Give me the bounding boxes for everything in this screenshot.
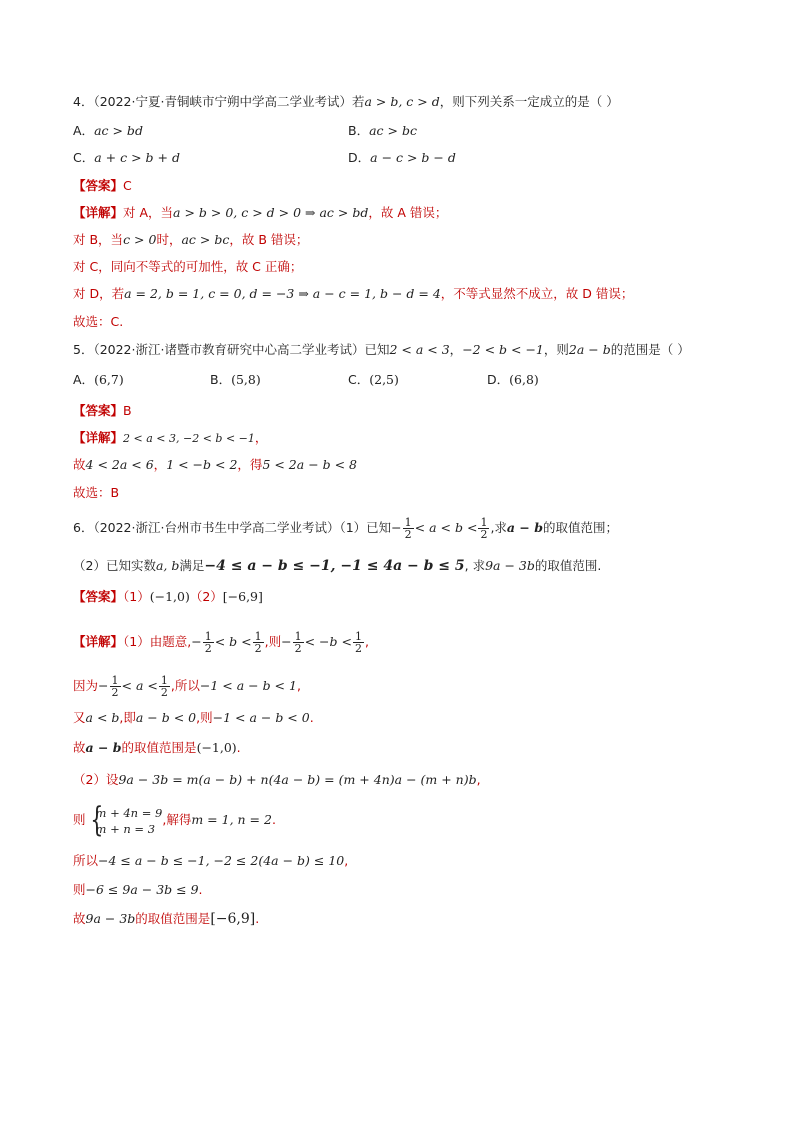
choose-value: B xyxy=(110,485,120,500)
choose-value: C. xyxy=(110,314,124,329)
stem-text: ， xyxy=(449,342,463,357)
stem-math: 2 < a < 3 xyxy=(389,342,450,357)
detail-math: ac > bc xyxy=(181,232,230,247)
stem-math: a, b xyxy=(155,558,180,573)
fraction-denominator: 2 xyxy=(480,528,488,541)
detail-text: . xyxy=(255,911,260,926)
detail-text: ，故 B 错误； xyxy=(229,232,309,247)
detail-text: 的取值范围是 xyxy=(121,740,197,755)
option-text: a + c > b + d xyxy=(94,150,180,165)
detail-math: < a < xyxy=(121,678,158,693)
detail-math: [−6,9] xyxy=(210,911,256,927)
detail-math: m = 1, n = 2 xyxy=(191,812,272,827)
fraction-numerator: 1 xyxy=(294,630,302,643)
fraction-denominator: 2 xyxy=(404,528,412,541)
q4-option-a[interactable] xyxy=(73,122,143,140)
fraction xyxy=(403,517,414,540)
fraction-denominator: 2 xyxy=(204,642,212,655)
fraction-denominator: 2 xyxy=(160,686,168,699)
detail-text: （1）由题意, xyxy=(123,634,192,649)
option-label: B． xyxy=(210,372,232,387)
fraction-numerator: 1 xyxy=(111,674,119,687)
fraction-denominator: 2 xyxy=(294,642,302,655)
detail-text: 所以 xyxy=(73,853,99,868)
detail-math: (−1,0) xyxy=(196,740,237,755)
answer-tag: 【答案】 xyxy=(73,403,124,418)
detail-math: −4 ≤ a − b ≤ −1, −2 ≤ 2(4a − b) ≤ 10 xyxy=(98,853,345,868)
q4-stem-math: a > b, c > d xyxy=(364,94,440,109)
option-label: C． xyxy=(73,150,95,165)
q4-option-d[interactable] xyxy=(348,149,456,167)
q4-option-c[interactable] xyxy=(73,149,180,167)
detail-text: . xyxy=(271,812,276,827)
fraction-numerator: 1 xyxy=(254,630,262,643)
detail-math: a < b xyxy=(85,710,120,725)
detail-text: ，故 A 错误； xyxy=(368,205,448,220)
detail-tag: 【详解】 xyxy=(73,430,124,445)
q6-detail-4 xyxy=(73,739,241,757)
detail-text: 则 xyxy=(73,812,86,827)
q6-stem-prefix: 6．（2022·浙江·台州市书生中学高二学业考试）（1）已知 xyxy=(73,520,392,535)
option-label: B． xyxy=(348,123,370,138)
option-text: ac > bd xyxy=(94,123,143,138)
q5-choose xyxy=(73,484,119,502)
detail-math: −1 < a − b < 1 xyxy=(199,678,297,693)
detail-text: ,则 xyxy=(196,710,213,725)
detail-text: 对 C，同向不等式的可加性，故 C 正确； xyxy=(73,259,303,274)
detail-math: 9a − 3b = m(a − b) + n(4a − b) = (m + 4n)a − (m + n)b xyxy=(118,772,477,787)
equation-system xyxy=(86,799,163,840)
detail-math: −1 < a − b < 0 xyxy=(212,710,310,725)
detail-text: ,即 xyxy=(119,710,136,725)
stem-math: −4 ≤ a − b ≤ −1, −1 ≤ 4a − b ≤ 5 xyxy=(204,558,465,574)
fraction xyxy=(293,631,304,654)
detail-math: a − b < 0 xyxy=(135,710,197,725)
q5-detail-2 xyxy=(73,456,357,474)
fraction-numerator: 1 xyxy=(204,630,212,643)
q5-stem xyxy=(73,341,690,359)
detail-text: 故 xyxy=(73,457,86,472)
detail-text: . xyxy=(198,882,203,897)
detail-tag: 【详解】 xyxy=(73,634,124,649)
answer-value: B xyxy=(123,403,132,418)
detail-math: − xyxy=(281,634,292,649)
answer-tag: 【答案】 xyxy=(73,178,124,193)
stem-text: 的范围是（ ） xyxy=(610,342,690,357)
answer-value: C xyxy=(123,178,132,193)
detail-text: ,解得 xyxy=(162,812,192,827)
detail-text: , xyxy=(364,634,369,649)
q5-option-c[interactable] xyxy=(348,371,399,389)
detail-text: ， xyxy=(254,430,268,445)
detail-text: ,则 xyxy=(264,634,282,649)
q4-detail-1 xyxy=(73,204,447,222)
stem-math: 9a − 3b xyxy=(485,558,535,573)
stem-text: 的取值范围. xyxy=(534,558,602,573)
q6-detail-9 xyxy=(73,910,259,928)
stem-math: 2a − b xyxy=(568,342,611,357)
stem-text: , 求 xyxy=(464,558,486,573)
brace-icon: { xyxy=(89,799,103,840)
detail-math: − xyxy=(191,634,202,649)
detail-math: a − b xyxy=(85,740,122,755)
detail-math: 5 < 2a − b < 8 xyxy=(262,457,358,472)
detail-math: − xyxy=(98,678,109,693)
option-label: A． xyxy=(73,123,95,138)
option-text: (2,5) xyxy=(369,372,399,387)
q5-stem-prefix: 5．（2022·浙江·诸暨市教育研究中心高二学业考试）已知 xyxy=(73,342,390,357)
detail-math: a > b > 0, c > d > 0 ⇒ ac > bd xyxy=(173,205,369,220)
q4-detail-3 xyxy=(73,258,302,276)
system-equation: m + n = 3 xyxy=(95,821,156,836)
q4-detail-2 xyxy=(73,231,308,249)
detail-text: 对 B，当 xyxy=(73,232,124,247)
q5-detail-1 xyxy=(73,429,267,448)
q6-detail-3 xyxy=(73,709,314,727)
q4-stem xyxy=(73,93,619,111)
q6-detail-1 xyxy=(73,628,369,656)
detail-text: 又 xyxy=(73,710,86,725)
q6-detail-6 xyxy=(73,799,276,840)
stem-math: −2 < b < −1 xyxy=(462,342,544,357)
q6-detail-7 xyxy=(73,852,348,870)
fraction xyxy=(253,631,264,654)
answer-tag: 【答案】 xyxy=(73,589,124,604)
detail-text: . xyxy=(309,710,314,725)
fraction xyxy=(478,517,489,540)
q5-answer xyxy=(73,402,132,420)
fraction-denominator: 2 xyxy=(354,642,362,655)
fraction-denominator: 2 xyxy=(254,642,262,655)
q4-stem-prefix: 4．（2022·宁夏·青铜峡市宁朔中学高二学业考试）若 xyxy=(73,94,365,109)
detail-text: 对 D，若 xyxy=(73,286,125,301)
choose-prefix: 故选： xyxy=(73,314,111,329)
q6-detail-2 xyxy=(73,672,301,700)
detail-text: ， xyxy=(153,457,167,472)
answer-part: （1） xyxy=(123,589,150,604)
option-label: C． xyxy=(348,372,370,387)
detail-math: 2 < a < 3, −2 < b < −1 xyxy=(123,432,255,445)
option-text: (6,7) xyxy=(94,372,124,387)
answer-value: (−1,0) xyxy=(149,589,190,604)
q6-detail-5 xyxy=(73,771,481,789)
detail-tag: 【详解】 xyxy=(73,205,124,220)
detail-math: 9a − 3b xyxy=(85,911,136,926)
fraction-numerator: 1 xyxy=(404,516,412,529)
q6-answer xyxy=(73,588,263,606)
detail-math: < −b < xyxy=(304,634,352,649)
stem-text: （2）已知实数 xyxy=(73,558,156,573)
q4-detail-4 xyxy=(73,285,633,303)
detail-text: （2）设 xyxy=(73,772,119,787)
q4-answer xyxy=(73,177,132,195)
fraction xyxy=(353,631,364,654)
detail-text: 故 xyxy=(73,911,86,926)
detail-text: ，得 xyxy=(237,457,263,472)
detail-text: 时， xyxy=(156,232,182,247)
stem-math: a − b xyxy=(506,520,543,535)
q6-stem-2 xyxy=(73,557,601,575)
q4-stem-suffix: ，则下列关系一定成立的是（ ） xyxy=(439,94,619,109)
q5-option-b[interactable] xyxy=(210,371,261,389)
stem-math: − xyxy=(391,520,402,535)
option-text: (5,8) xyxy=(231,372,261,387)
stem-text: 满足 xyxy=(179,558,205,573)
option-text: a − c > b − d xyxy=(370,150,456,165)
fraction-numerator: 1 xyxy=(160,674,168,687)
detail-math: 1 < −b < 2 xyxy=(166,457,238,472)
answer-part: （2） xyxy=(189,589,223,604)
detail-text: . xyxy=(236,740,241,755)
option-text: ac > bc xyxy=(369,123,417,138)
detail-math: c > 0 xyxy=(123,232,157,247)
stem-text: ，则 xyxy=(543,342,569,357)
detail-text: , xyxy=(296,678,301,693)
system-equation: m + 4n = 9 xyxy=(95,805,163,820)
detail-text: , xyxy=(476,772,481,787)
option-text: (6,8) xyxy=(509,372,539,387)
q4-choose xyxy=(73,313,123,331)
detail-text: , xyxy=(344,853,349,868)
detail-text: 故 xyxy=(73,740,86,755)
q6-detail-8 xyxy=(73,881,203,899)
q5-option-d[interactable] xyxy=(487,371,539,389)
fraction-numerator: 1 xyxy=(480,516,488,529)
fraction xyxy=(159,675,170,698)
detail-math: 4 < 2a < 6 xyxy=(85,457,154,472)
q4-option-b[interactable] xyxy=(348,122,417,140)
fraction-numerator: 1 xyxy=(354,630,362,643)
detail-math: −6 ≤ 9a − 3b ≤ 9 xyxy=(85,882,199,897)
option-label: D． xyxy=(348,150,371,165)
stem-text: ,求 xyxy=(490,520,507,535)
stem-text: 的取值范围； xyxy=(542,520,618,535)
q6-stem xyxy=(73,514,618,542)
choose-prefix: 故选： xyxy=(73,485,111,500)
fraction-denominator: 2 xyxy=(111,686,119,699)
fraction xyxy=(203,631,214,654)
detail-math: < b < xyxy=(214,634,252,649)
fraction xyxy=(110,675,121,698)
detail-text: ,所以 xyxy=(170,678,200,693)
detail-text: 则 xyxy=(73,882,86,897)
option-label: D． xyxy=(487,372,510,387)
stem-math: < a < b < xyxy=(414,520,478,535)
detail-text: 的取值范围是 xyxy=(135,911,211,926)
option-label: A． xyxy=(73,372,95,387)
detail-text: ，不等式显然不成立，故 D 错误； xyxy=(440,286,634,301)
detail-math: a = 2, b = 1, c = 0, d = −3 ⇒ a − c = 1, b − d = 4 xyxy=(124,286,441,301)
detail-text: 因为 xyxy=(73,678,99,693)
q5-option-a[interactable] xyxy=(73,371,124,389)
answer-value: [−6,9] xyxy=(222,589,263,604)
detail-text: 对 A，当 xyxy=(123,205,174,220)
